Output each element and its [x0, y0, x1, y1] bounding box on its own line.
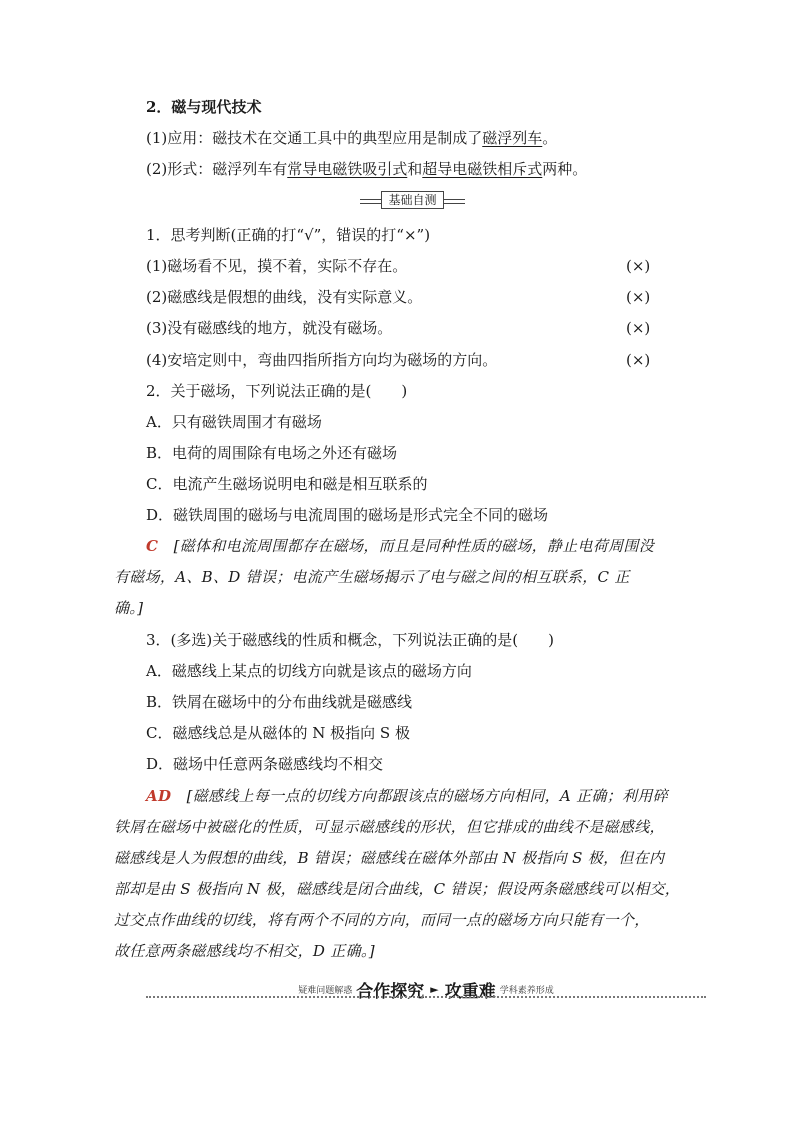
q1-item-2: (2)磁感线是假想的曲线，没有实际意义。: [146, 288, 423, 306]
q3-explain-line-5: 过交点作曲线的切线，将有两个不同的方向，而同一点的磁场方向只能有一个，: [114, 911, 650, 929]
application-line: [146, 128, 557, 148]
q2-explain-line-1: [146, 536, 654, 556]
q1-item-3-mark: (×): [626, 319, 651, 337]
form-line: [146, 159, 587, 179]
section-title: 2．磁与现代技术: [146, 98, 262, 116]
q2-explain-line-2: 有磁场，A、B、D 错误；电流产生磁场揭示了电与磁之间的相互联系，C 正: [114, 568, 630, 586]
q2-explain-line-3: 确。]: [114, 599, 144, 617]
q1-item-1: (1)磁场看不见，摸不着，实际不存在。: [146, 257, 408, 275]
maglev-term: 磁浮列车: [482, 129, 543, 147]
q1-item-4-mark: (×): [626, 351, 651, 369]
q1-item-3: (3)没有磁感线的地方，就没有磁场。: [146, 319, 393, 337]
footer-main-1: 合作探究: [356, 981, 425, 1002]
q3-option-b: B．铁屑在磁场中的分布曲线就是磁感线: [146, 693, 413, 711]
q2-option-c: C．电流产生磁场说明电和磁是相互联系的: [146, 475, 428, 493]
q3-option-c: C．磁感线总是从磁体的 N 极指向 S 极: [146, 724, 410, 742]
banner-bar-left: [360, 199, 384, 204]
form-end: 两种。: [542, 160, 588, 178]
q3-explain-line-4: 部却是由 S 极指向 N 极，磁感线是闭合曲线，C 错误；假设两条磁感线可以相交，: [114, 880, 681, 898]
q3-explain-text-1: [磁感线上每一点的切线方向都跟该点的磁场方向相同，A 正确；利用碎: [186, 787, 668, 805]
footer-left-label: 疑难问题解惑: [298, 985, 353, 996]
q2-explain-text-1: [磁体和电流周围都存在磁场，而且是同种性质的磁场，静止电荷周围没: [173, 537, 655, 555]
q2-stem: 2．关于磁场，下列说法正确的是( ): [146, 382, 408, 400]
application-end: 。: [542, 129, 558, 147]
q3-explain-line-3: 磁感线是人为假想的曲线，B 错误；磁感线在磁体外部由 N 极指向 S 极，但在内: [114, 849, 665, 867]
q3-stem: 3．(多选)关于磁感线的性质和概念，下列说法正确的是( ): [146, 631, 554, 649]
q2-answer: C: [146, 537, 159, 555]
q1-item-1-mark: (×): [626, 257, 651, 275]
footer-main-2: 攻重难: [444, 981, 496, 1002]
form-mid: 和: [407, 160, 423, 178]
q1-item-4: (4)安培定则中，弯曲四指所指方向均为磁场的方向。: [146, 351, 498, 369]
q3-option-d: D．磁场中任意两条磁感线均不相交: [146, 755, 384, 773]
q3-option-a: A．磁感线上某点的切线方向就是该点的磁场方向: [146, 662, 472, 680]
footer-circle-arrow-icon: ►: [430, 982, 439, 996]
q1-stem: 1．思考判断(正确的打“√”，错误的打“×”): [146, 226, 431, 244]
q3-answer: AD: [146, 787, 172, 805]
banner-bar-right: [441, 199, 465, 204]
q2-option-b: B．电荷的周围除有电场之外还有磁场: [146, 444, 398, 462]
section-banner: [360, 191, 465, 209]
banner-label: 基础自测: [381, 191, 443, 209]
q2-option-a: A．只有磁铁周围才有磁场: [146, 413, 322, 431]
form-term-2: 超导电磁铁相斥式: [422, 160, 543, 178]
form-term-1: 常导电磁铁吸引式: [287, 160, 408, 178]
application-prefix: (1)应用：磁技术在交通工具中的典型应用是制成了: [146, 129, 483, 147]
footer-rule: [146, 996, 706, 998]
footer-right-label: 学科素养形成: [499, 985, 554, 996]
form-prefix: (2)形式：磁浮列车有: [146, 160, 288, 178]
q3-explain-line-6: 故任意两条磁感线均不相交，D 正确。]: [114, 942, 375, 960]
q3-explain-line-2: 铁屑在磁场中被磁化的性质，可显示磁感线的形状，但它排成的曲线不是磁感线，: [114, 818, 665, 836]
q3-explain-line-1: [146, 786, 668, 806]
q1-item-2-mark: (×): [626, 288, 651, 306]
q2-option-d: D．磁铁周围的磁场与电流周围的磁场是形式完全不同的磁场: [146, 506, 549, 524]
